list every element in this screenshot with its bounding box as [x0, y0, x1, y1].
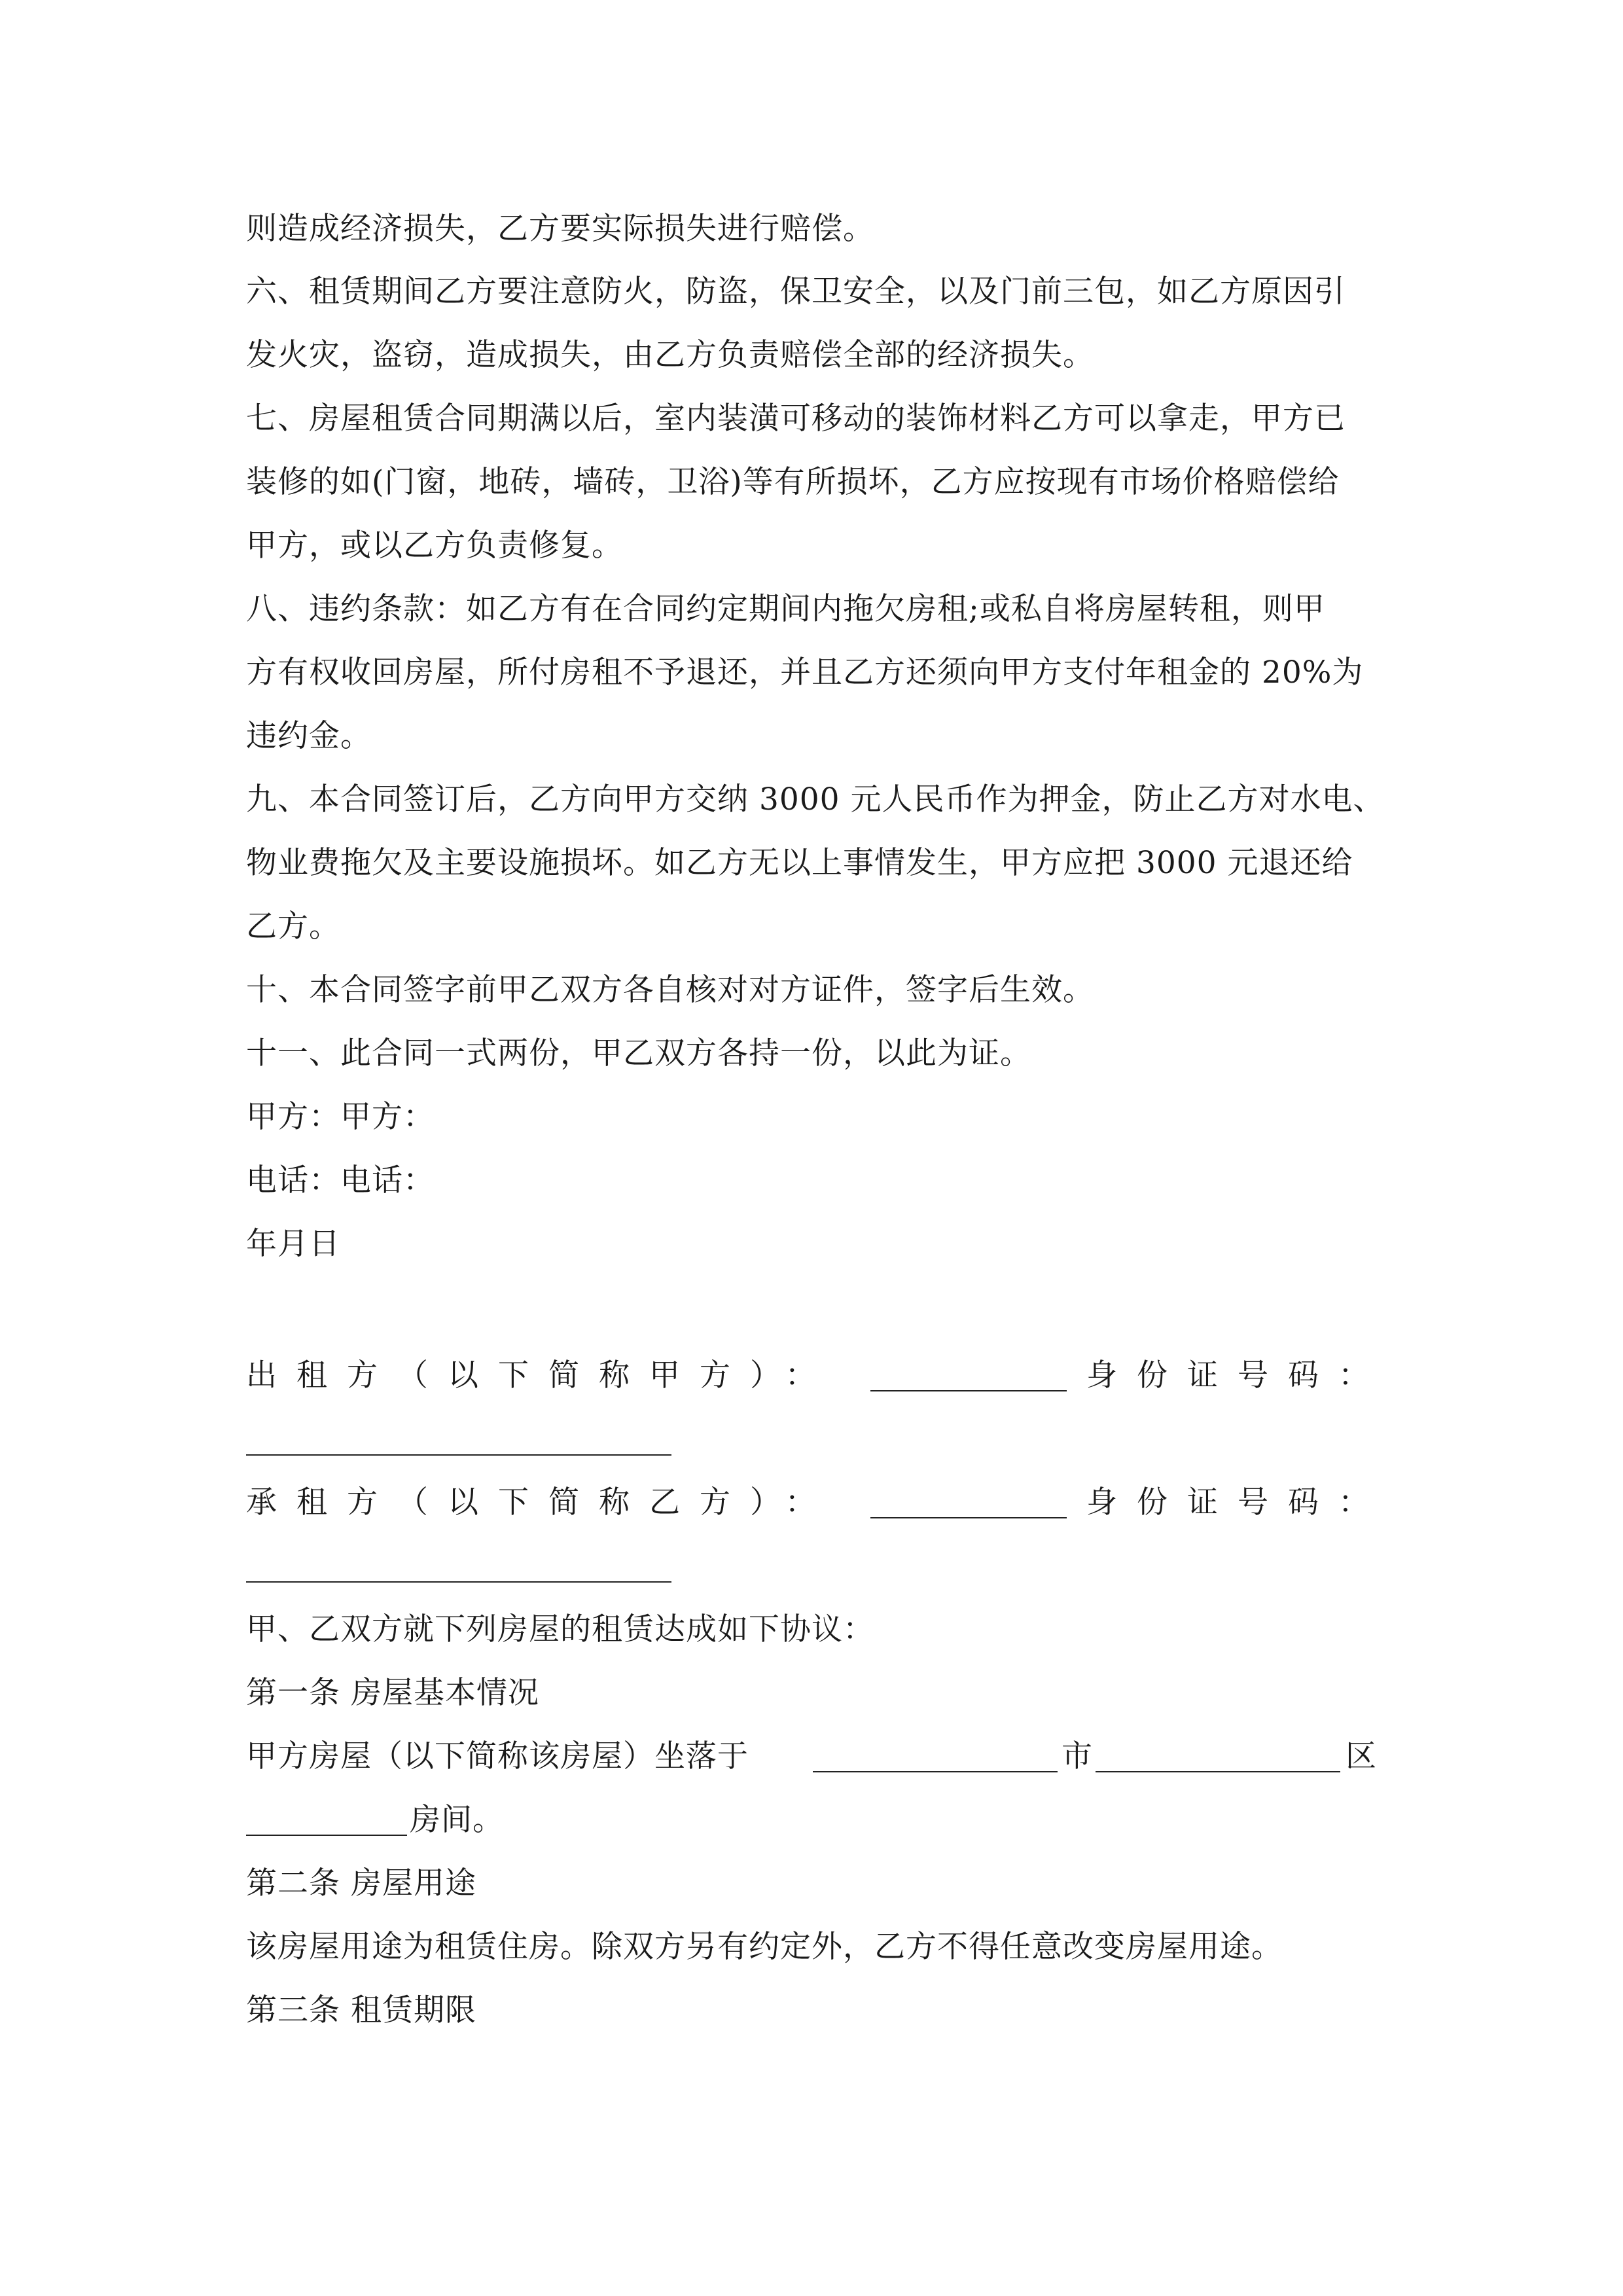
- agreement-intro: 甲、乙双方就下列房屋的租赁达成如下协议：: [246, 1611, 874, 1647]
- clause-seven-line1: 七、房屋租赁合同期满以后，室内装潢可移动的装饰材料乙方可以拿走，甲方已: [246, 401, 1346, 437]
- clause-eleven: 十一、此合同一式两份，甲乙双方各持一份，以此为证。: [246, 1035, 1031, 1071]
- clause-seven-line3: 甲方，或以乙方负责修复。: [246, 528, 623, 564]
- clause-ten: 十、本合同签字前甲乙双方各自核对对方证件，签字后生效。: [246, 972, 1094, 1008]
- clause-nine-line2: 物业费拖欠及主要设施损坏。如乙方无以上事情发生，甲方应把 3000 元退还给: [246, 845, 1353, 881]
- clause-six-line2: 发火灾，盗窃，造成损失，由乙方负责赔偿全部的经济损失。: [246, 337, 1094, 373]
- clause-eight-line1: 八、违约条款：如乙方有在合同约定期间内拖欠房租;或私自将房屋转租，则甲: [246, 591, 1325, 627]
- city-blank: [813, 1771, 1058, 1772]
- article-three-title: 第三条 租赁期限: [246, 1992, 476, 2028]
- lessor-name-blank: [870, 1390, 1067, 1391]
- lessee-label: 承租方（以下简称乙方）：: [246, 1484, 836, 1520]
- room-blank: [246, 1835, 407, 1836]
- article-two-body: 该房屋用途为租赁住房。除双方另有约定外，乙方不得任意改变房屋用途。: [246, 1929, 1283, 1965]
- lessee-id-blank: [246, 1581, 671, 1583]
- signature-party: 甲方：甲方：: [246, 1099, 435, 1135]
- paragraph-line: 则造成经济损失，乙方要实际损失进行赔偿。: [246, 211, 874, 247]
- article-two-title: 第二条 房屋用途: [246, 1865, 476, 1901]
- lessor-label: 出租方（以下简称甲方）：: [246, 1357, 836, 1393]
- lessee-id-label: 身份证号码：: [1086, 1484, 1389, 1520]
- article-one-address-prefix: 甲方房屋（以下简称该房屋）坐落于: [246, 1738, 749, 1774]
- lessor-id-blank: [246, 1454, 671, 1456]
- clause-nine-line1: 九、本合同签订后，乙方向甲方交纳 3000 元人民币作为押金，防止乙方对水电、: [246, 781, 1385, 817]
- city-label: 市: [1061, 1738, 1092, 1774]
- article-one-title: 第一条 房屋基本情况: [246, 1675, 539, 1711]
- district-label: 区: [1346, 1738, 1376, 1774]
- clause-eight-line2: 方有权收回房屋，所付房租不予退还，并且乙方还须向甲方支付年租金的 20%为: [246, 655, 1364, 691]
- signature-phone: 电话：电话：: [246, 1162, 435, 1198]
- lessor-id-label: 身份证号码：: [1086, 1357, 1389, 1393]
- lessee-name-blank: [870, 1517, 1067, 1518]
- clause-seven-line2: 装修的如(门窗，地砖，墙砖，卫浴)等有所损坏，乙方应按现有市场价格赔偿给: [246, 464, 1340, 500]
- clause-eight-line3: 违约金。: [246, 718, 372, 754]
- room-label: 房间。: [410, 1802, 504, 1838]
- signature-date: 年月日: [246, 1226, 340, 1262]
- district-blank: [1096, 1771, 1340, 1772]
- clause-nine-line3: 乙方。: [246, 908, 340, 944]
- clause-six-line1: 六、租赁期间乙方要注意防火，防盗，保卫安全，以及门前三包，如乙方原因引: [246, 274, 1346, 310]
